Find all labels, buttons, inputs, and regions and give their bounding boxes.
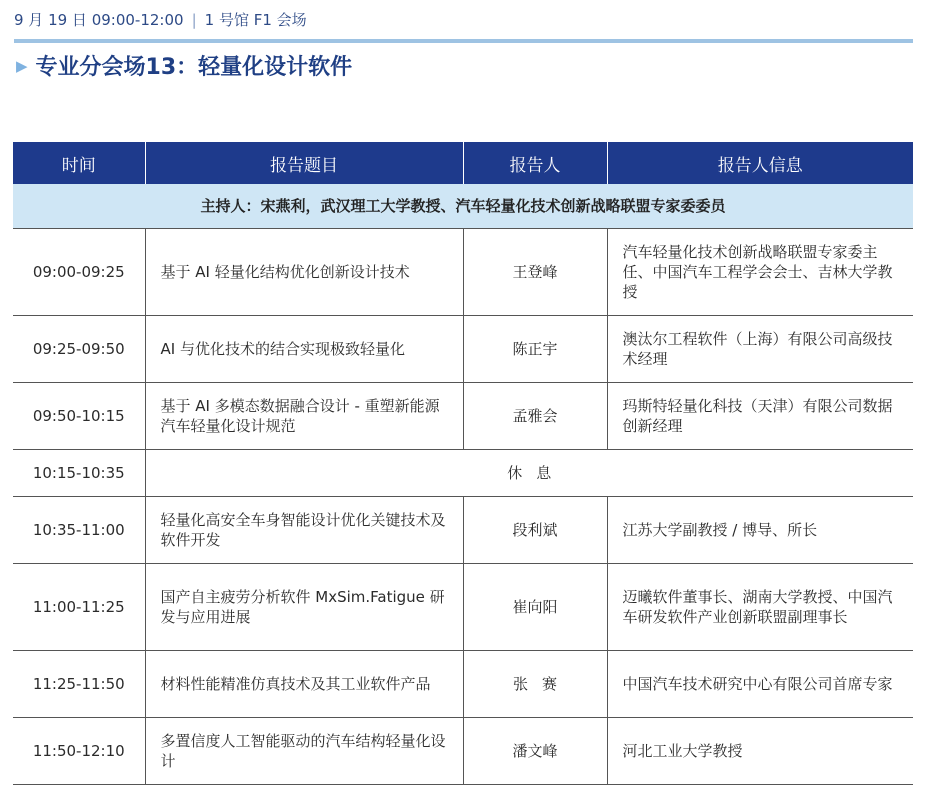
topic-cell: AI 与优化技术的结合实现极致轻量化 [145, 316, 463, 383]
topic-cell: 轻量化高安全车身智能设计优化关键技术及软件开发 [145, 497, 463, 564]
session-title [16, 50, 352, 81]
host-row [13, 184, 913, 229]
session-title-text: 专业分会场13：轻量化设计软件 [35, 55, 353, 80]
speaker-name: 张赛 [512, 675, 571, 693]
session-date-venue [14, 9, 307, 30]
speaker-cell: 段利斌 [463, 497, 607, 564]
time-cell: 09:25-09:50 [13, 316, 145, 383]
column-header-speaker-info: 报告人信息 [607, 142, 913, 184]
topic-cell: 材料性能精准仿真技术及其工业软件产品 [145, 651, 463, 718]
speaker-info-cell: 中国汽车技术研究中心有限公司首席专家 [607, 651, 913, 718]
table-row [13, 316, 913, 383]
header-divider [14, 39, 913, 43]
topic-cell: 基于 AI 多模态数据融合设计 - 重塑新能源汽车轻量化设计规范 [145, 383, 463, 450]
speaker-cell: 潘文峰 [463, 718, 607, 785]
time-cell: 11:25-11:50 [13, 651, 145, 718]
break-label: 休息 [507, 464, 566, 482]
topic-cell: 多置信度人工智能驱动的汽车结构轻量化设计 [145, 718, 463, 785]
speaker-cell: 孟雅会 [463, 383, 607, 450]
time-cell: 10:15-10:35 [13, 450, 145, 497]
speaker-cell: 崔向阳 [463, 564, 607, 651]
speaker-cell: 陈正宇 [463, 316, 607, 383]
topic-cell: 国产自主疲劳分析软件 MxSim.Fatigue 研发与应用进展 [145, 564, 463, 651]
break-row [13, 450, 913, 497]
table-row [13, 383, 913, 450]
time-cell: 09:50-10:15 [13, 383, 145, 450]
column-header-topic: 报告题目 [145, 142, 463, 184]
column-header-speaker: 报告人 [463, 142, 607, 184]
time-cell: 09:00-09:25 [13, 229, 145, 316]
table-header-row [13, 142, 913, 184]
session-date: 9 月 19 日 09:00-12:00 [14, 11, 184, 29]
speaker-info-cell: 玛斯特轻量化科技（天津）有限公司数据创新经理 [607, 383, 913, 450]
speaker-info-cell: 江苏大学副教授 / 博导、所长 [607, 497, 913, 564]
table-row [13, 718, 913, 785]
schedule-table [13, 142, 913, 785]
time-cell: 11:00-11:25 [13, 564, 145, 651]
session-venue: 1 号馆 F1 会场 [204, 11, 307, 29]
speaker-info-cell: 河北工业大学教授 [607, 718, 913, 785]
speaker-cell [463, 651, 607, 718]
speaker-info-cell: 迈曦软件董事长、湖南大学教授、中国汽车研发软件产业创新联盟副理事长 [607, 564, 913, 651]
speaker-info-cell: 澳汰尔工程软件（上海）有限公司高级技术经理 [607, 316, 913, 383]
header-separator: | [191, 11, 197, 29]
table-row [13, 229, 913, 316]
triangle-bullet-icon: ▶ [16, 57, 28, 75]
break-cell [145, 450, 913, 497]
host-info: 主持人：宋燕利，武汉理工大学教授、汽车轻量化技术创新战略联盟专家委委员 [13, 184, 913, 229]
column-header-time: 时间 [13, 142, 145, 184]
time-cell: 10:35-11:00 [13, 497, 145, 564]
topic-cell: 基于 AI 轻量化结构优化创新设计技术 [145, 229, 463, 316]
table-row [13, 497, 913, 564]
table-row [13, 651, 913, 718]
speaker-info-cell: 汽车轻量化技术创新战略联盟专家委主任、中国汽车工程学会会士、吉林大学教授 [607, 229, 913, 316]
time-cell: 11:50-12:10 [13, 718, 145, 785]
table-row [13, 564, 913, 651]
speaker-cell: 王登峰 [463, 229, 607, 316]
